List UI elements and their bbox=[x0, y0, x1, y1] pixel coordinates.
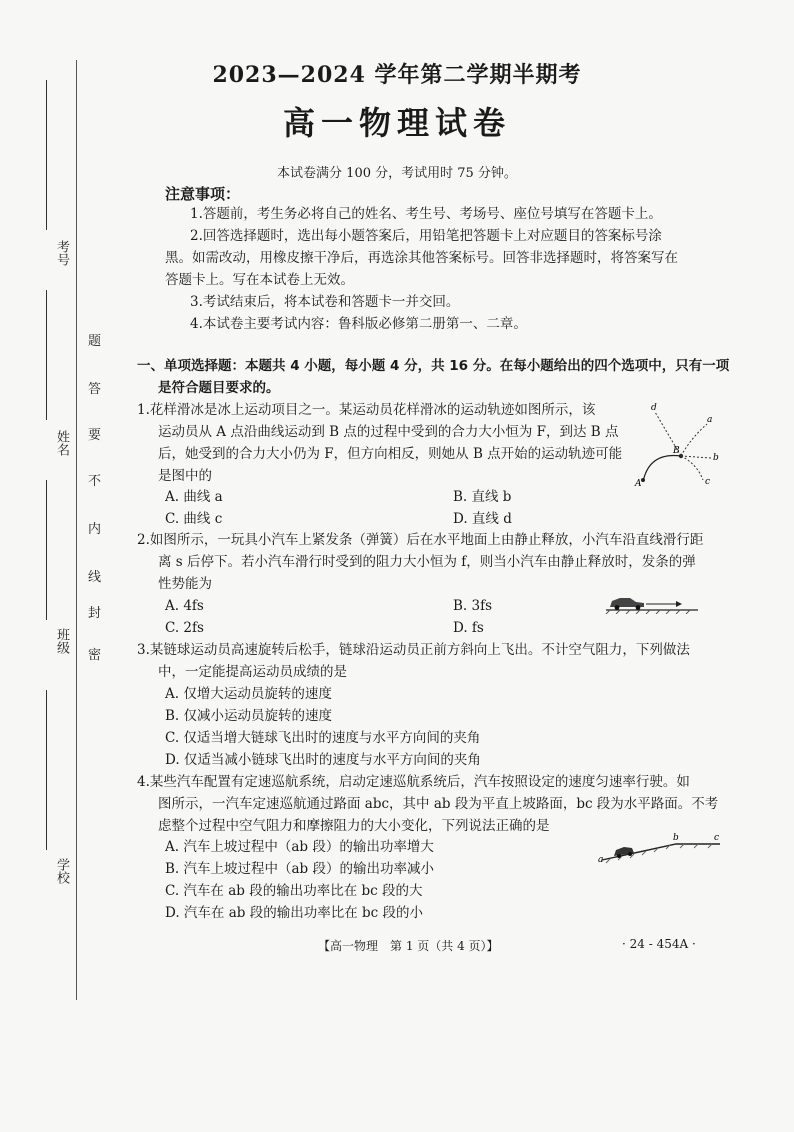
q3-option-d: D. 仅适当减小链球飞出时的速度与水平方向间的夹角 bbox=[165, 752, 481, 768]
class-line bbox=[46, 480, 47, 620]
q4-option-a: A. 汽车上坡过程中（ab 段）的输出功率增大 bbox=[165, 839, 434, 855]
name-line bbox=[46, 290, 47, 420]
car-wheel bbox=[617, 854, 621, 858]
q4-option-c: C. 汽车在 ab 段的输出功率比在 bc 段的大 bbox=[165, 883, 423, 899]
page-footer-info: 【高一物理 第 1 页（共 4 页）】 bbox=[318, 939, 499, 953]
q3-stem-line: 中，一定能提高运动员成绩的是 bbox=[158, 664, 347, 680]
q4-stem-line: 4.某些汽车配置有定速巡航系统，启动定速巡航系统后，汽车按照设定的速度匀速率行驶。如 bbox=[137, 774, 690, 790]
q2-option-c: C. 2fs bbox=[165, 620, 204, 636]
q4-figure-slope-road bbox=[596, 832, 722, 866]
exam-no-label: 考号 bbox=[54, 240, 69, 266]
q1-option-d: D. 直线 d bbox=[453, 511, 512, 527]
q2-stem-line: 2.如图所示，一玩具小汽车上紧发条（弹簧）后在水平地面上由静止释放，小汽车沿直线滑行距 bbox=[137, 532, 704, 548]
q2-stem-line: 性势能为 bbox=[158, 576, 212, 592]
seal-char: 密 bbox=[88, 648, 102, 663]
label-point-a: A bbox=[635, 479, 642, 489]
q2-option-a: A. 4fs bbox=[165, 598, 204, 614]
q1-option-c: C. 曲线 c bbox=[165, 511, 223, 527]
q4-stem-line: 虑整个过程中空气阻力和摩擦阻力的大小变化，下列说法正确的是 bbox=[158, 818, 550, 834]
seal-char: 内 bbox=[88, 522, 102, 537]
school-line bbox=[46, 690, 47, 850]
section-heading: 一、单项选择题：本题共 4 小题，每小题 4 分，共 16 分。在每小题给出的四个选项中，只有一项 bbox=[137, 358, 730, 374]
q1-stem-line: 后，她受到的合力大小仍为 F，但方向相反，则她从 B 点开始的运动轨迹可能 bbox=[158, 446, 623, 462]
label-b: b bbox=[713, 453, 719, 463]
arrow-head bbox=[676, 601, 682, 607]
seal-char: 封 bbox=[88, 606, 102, 621]
q4-option-b: B. 汽车上坡过程中（ab 段）的输出功率减小 bbox=[165, 861, 434, 877]
curve-c bbox=[681, 456, 703, 480]
notice-line: 答题卡上。写在本试卷上无效。 bbox=[165, 272, 354, 288]
notice-heading: 注意事项： bbox=[165, 185, 241, 203]
binding-line bbox=[76, 60, 77, 1000]
name-label: 姓名 bbox=[54, 430, 69, 456]
q2-option-d: D. fs bbox=[453, 620, 484, 636]
notice-line: 1.答题前，考生务必将自己的姓名、考生号、考场号、座位号填写在答题卡上。 bbox=[190, 206, 662, 222]
car-wheel bbox=[628, 852, 632, 856]
q1-stem-line: 1.花样滑冰是冰上运动项目之一。某运动员花样滑冰的运动轨迹如图所示，该 bbox=[137, 402, 596, 418]
notice-line: 4.本试卷主要考试内容：鲁科版必修第二册第一、二章。 bbox=[190, 316, 527, 332]
seal-char: 要 bbox=[88, 428, 102, 443]
q3-option-b: B. 仅减小运动员旋转的速度 bbox=[165, 708, 333, 724]
seal-char: 答 bbox=[88, 382, 102, 397]
q2-figure-toy-car bbox=[604, 592, 700, 614]
q4-option-d: D. 汽车在 ab 段的输出功率比在 bc 段的小 bbox=[165, 905, 423, 921]
seal-char: 线 bbox=[88, 570, 102, 585]
seal-char: 题 bbox=[88, 334, 102, 349]
car-wheel bbox=[615, 605, 620, 610]
q2-stem-line: 离 s 后停下。若小汽车滑行时受到的阻力大小恒为 f，则当小汽车由静止释放时，发条的弹 bbox=[158, 554, 696, 570]
q3-option-c: C. 仅适当增大链球飞出时的速度与水平方向间的夹角 bbox=[165, 730, 481, 746]
car-wheel bbox=[636, 605, 641, 610]
school-label: 学校 bbox=[54, 858, 69, 884]
exam-subtitle: 本试卷满分 100 分，考试用时 75 分钟。 bbox=[277, 166, 517, 181]
curve-a bbox=[681, 424, 707, 456]
q1-stem-line: 是图中的 bbox=[158, 468, 212, 484]
exam-year-heading: 2023—2024 学年第二学期半期考 bbox=[212, 62, 582, 88]
exam-title: 高一物理试卷 bbox=[282, 104, 511, 142]
label-point-b: B bbox=[673, 446, 680, 456]
notice-line: 黑。如需改动，用橡皮擦干净后，再选涂其他答案标号。回答非选择题时，将答案写在 bbox=[165, 250, 678, 266]
line-b bbox=[681, 456, 711, 458]
label-b: b bbox=[673, 833, 679, 843]
q1-option-b: B. 直线 b bbox=[453, 489, 512, 505]
label-a: a bbox=[598, 855, 604, 865]
label-a: a bbox=[707, 415, 713, 425]
q1-option-a: A. 曲线 a bbox=[165, 489, 223, 505]
q1-figure-trajectory bbox=[625, 398, 725, 490]
label-d: d bbox=[651, 403, 657, 413]
seal-char: 不 bbox=[88, 474, 102, 489]
curve-ab bbox=[643, 456, 681, 482]
notice-line: 2.回答选择题时，选出每小题答案后，用铅笔把答题卡上对应题目的答案标号涂 bbox=[190, 228, 662, 244]
q1-stem-line: 运动员从 A 点沿曲线运动到 B 点的过程中受到的合力大小恒为 F，到达 B 点 bbox=[158, 424, 619, 440]
label-c: c bbox=[705, 477, 711, 487]
notice-line: 3.考试结束后，将本试卷和答题卡一并交回。 bbox=[190, 294, 460, 310]
q2-option-b: B. 3fs bbox=[453, 598, 493, 614]
q3-stem-line: 3.某链球运动员高速旋转后松手，链球沿运动员正前方斜向上飞出。不计空气阻力，下列做法 bbox=[137, 642, 690, 658]
section-heading-cont: 是符合题目要求的。 bbox=[158, 380, 280, 396]
class-label: 班级 bbox=[54, 628, 69, 654]
label-c: c bbox=[714, 833, 720, 843]
point-a bbox=[641, 478, 645, 482]
q4-stem-line: 图所示，一汽车定速巡航通过路面 abc，其中 ab 段为平直上坡路面，bc 段为水平路面。不考 bbox=[158, 796, 719, 812]
page-footer-code: · 24 - 454A · bbox=[622, 937, 696, 951]
q3-option-a: A. 仅增大运动员旋转的速度 bbox=[165, 686, 332, 702]
